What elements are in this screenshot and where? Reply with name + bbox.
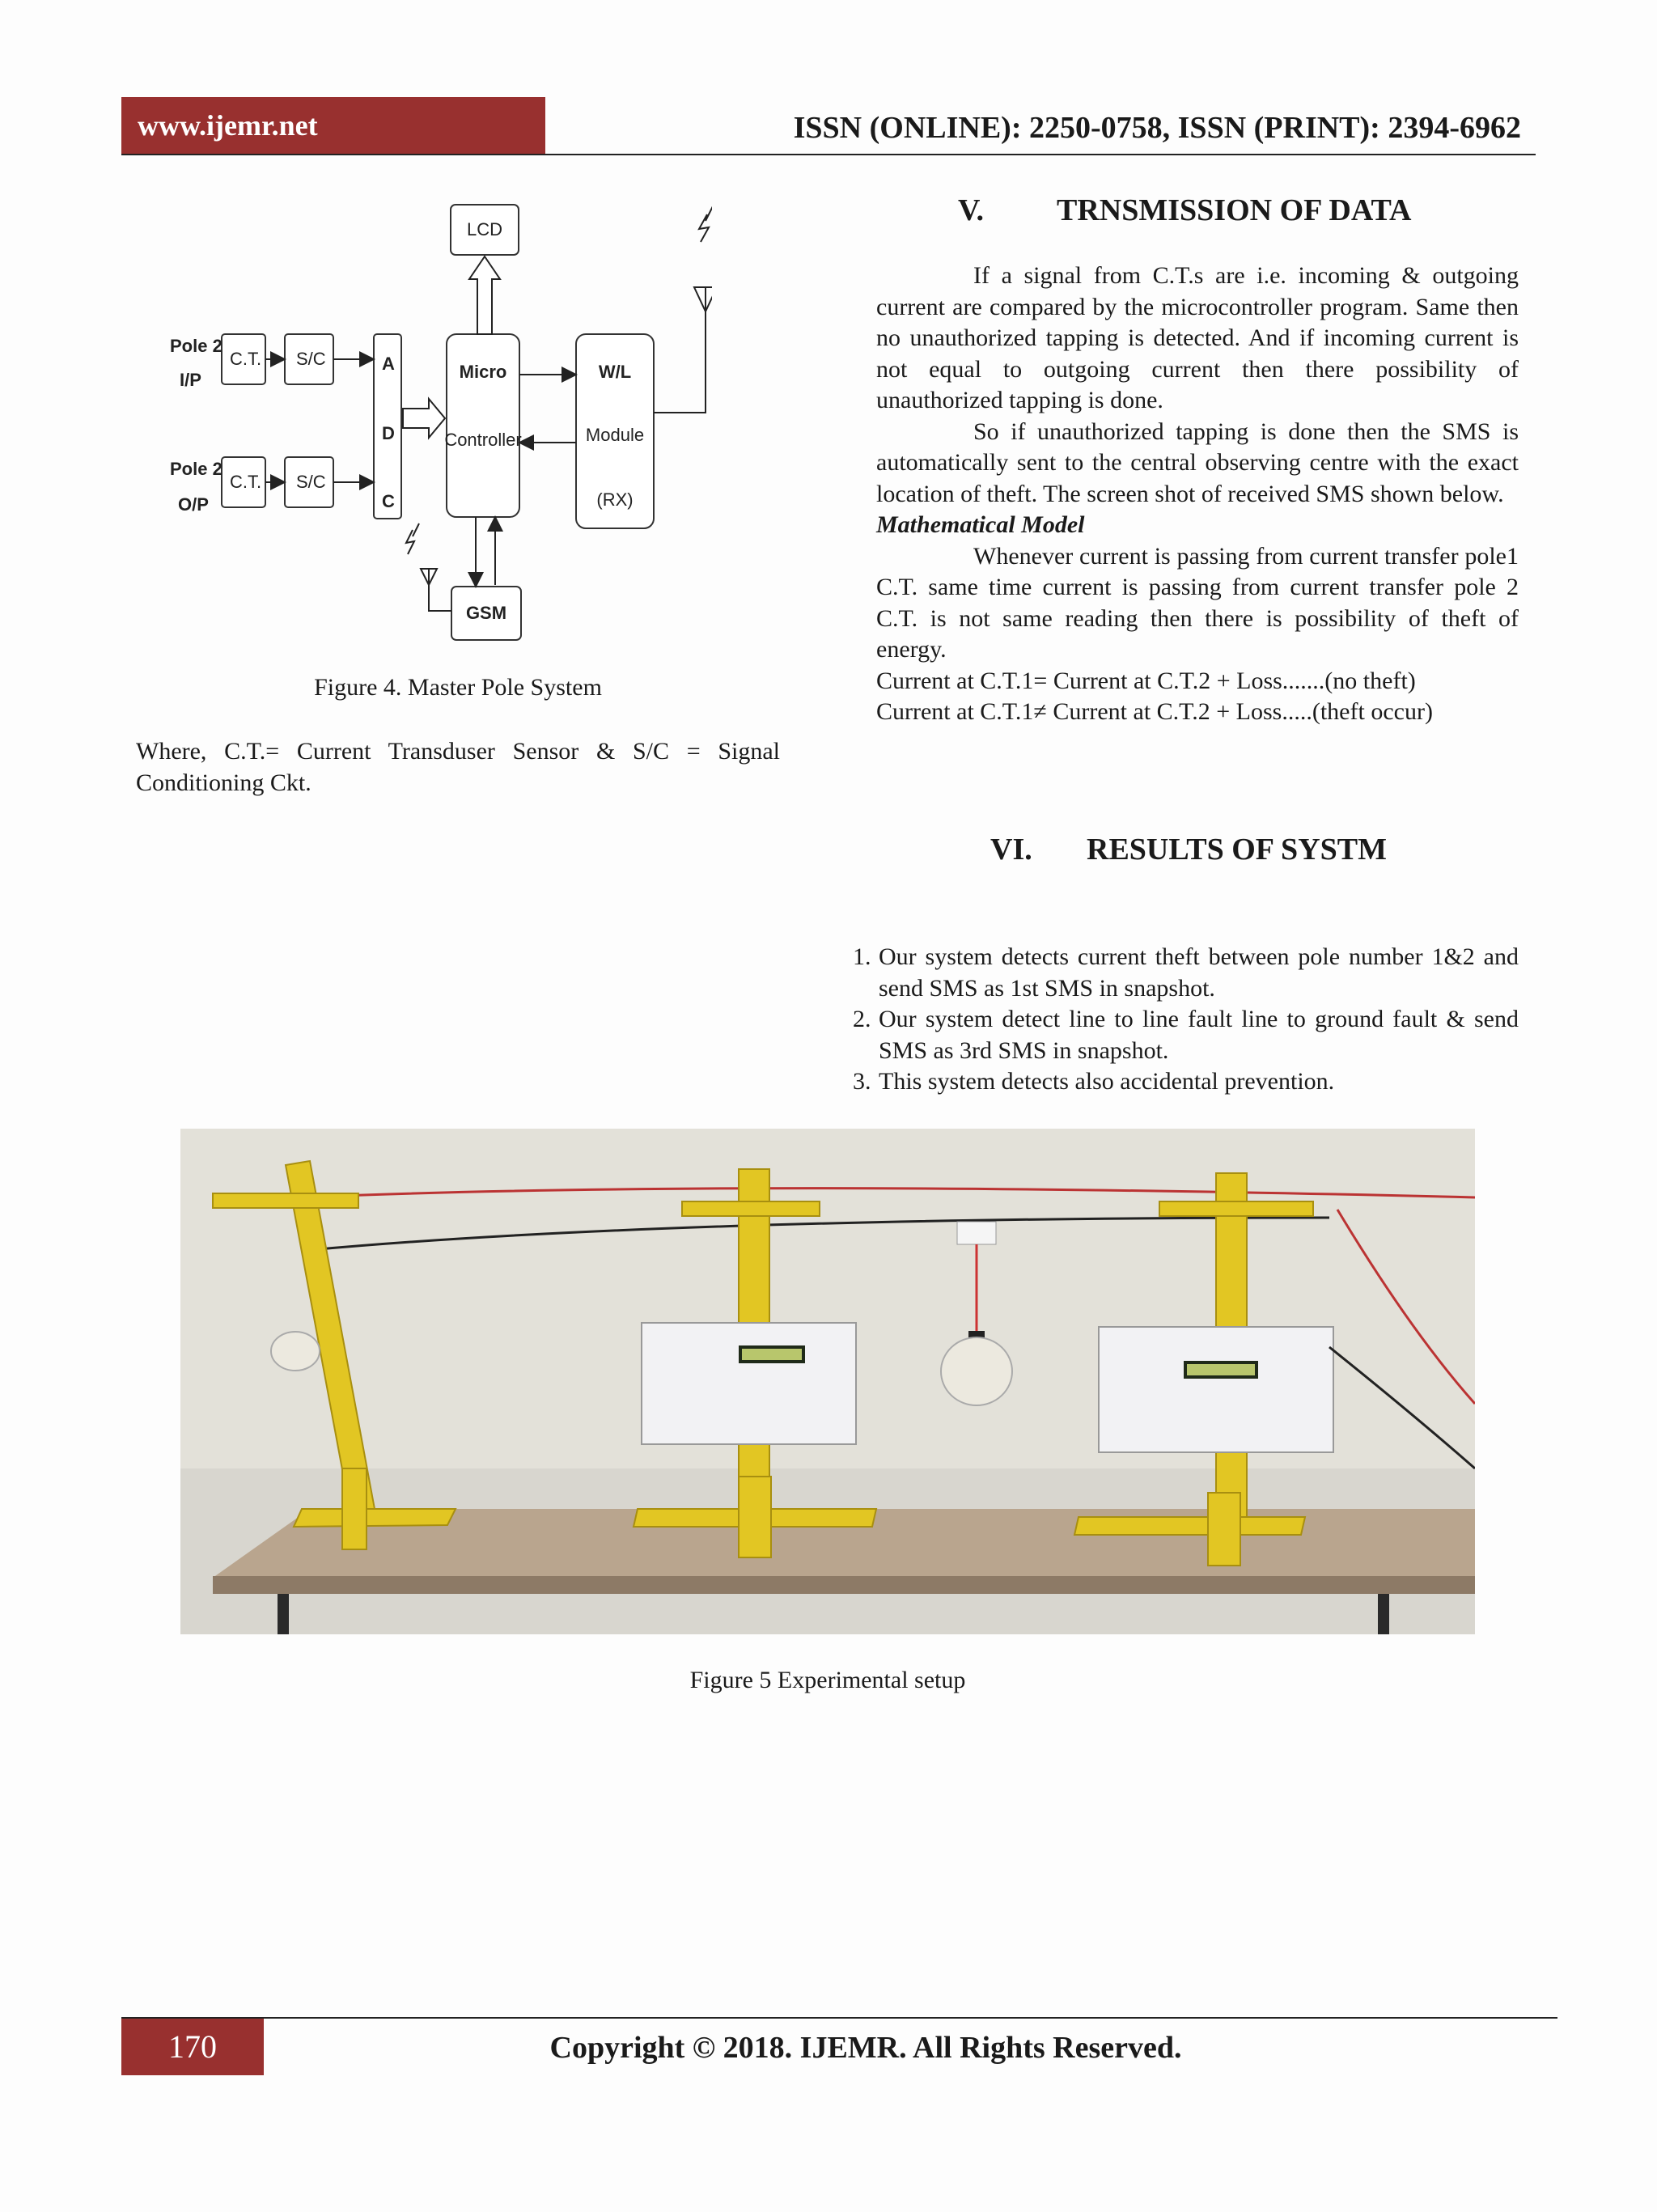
section-6-title: RESULTS OF SYSTM xyxy=(1087,833,1387,867)
ct-label-lower: C.T. xyxy=(230,472,262,492)
section-5-paragraph-1: If a signal from C.T.s are i.e. incoming & outgoing current are compared by the microcontroller program. Same then no unauthorized tapping is detected. And if incoming current is not equal to outgoing current then there possibility of unauthorized tapping is done. xyxy=(876,262,1519,413)
equation-theft: Current at C.T.1≠ Current at C.T.2 + Loss.....(theft occur) xyxy=(876,698,1433,725)
copyright-notice: Copyright © 2018. IJEMR. All Rights Reserved. xyxy=(549,2031,1182,2065)
results-list xyxy=(828,942,1519,1098)
results-list-item: 3. This system detects also accidental prevention. xyxy=(877,1066,1519,1098)
adc-label-d: D xyxy=(382,423,395,443)
figure-5-photo xyxy=(180,1129,1475,1634)
micro-label-2: Controller xyxy=(444,430,522,450)
wl-label-2: Module xyxy=(585,425,645,445)
pole2-op-label-2: O/P xyxy=(178,494,209,515)
header-rule xyxy=(121,154,1536,155)
master-pole-enclosure xyxy=(642,1323,856,1444)
micro-label-1: Micro xyxy=(459,362,507,382)
mathematical-model-subheading: Mathematical Model xyxy=(876,511,1085,538)
page-number: 170 xyxy=(121,2019,264,2075)
ct-label-upper: C.T. xyxy=(230,349,262,369)
results-list-item: 2. Our system detect line to line fault line to ground fault & send SMS as 3rd SMS in snapshot. xyxy=(877,1004,1519,1066)
issn-line: ISSN (ONLINE): 2250-0758, ISSN (PRINT): 2394-6962 xyxy=(793,111,1521,145)
section-5-paragraph-2: So if unauthorized tapping is done then the SMS is automatically sent to the central observing centre with the exact location of theft. The screen shot of received SMS shown below. xyxy=(876,417,1519,507)
section-5-paragraph-3: Whenever current is passing from current transfer pole1 C.T. same time current is passing from current transfer pole 2 C.T. is not same reading then there is possibility of theft of energy. xyxy=(876,542,1519,663)
section-5-title: TRNSMISSION OF DATA xyxy=(1057,193,1412,227)
section-5-number: V. xyxy=(958,193,985,227)
pole2-ip-label-2: I/P xyxy=(180,370,201,390)
pole2-op-label-1: Pole 2 xyxy=(170,459,222,479)
sc-label-lower: S/C xyxy=(296,472,326,492)
lcd-label: LCD xyxy=(466,219,503,239)
adc-label-c: C xyxy=(382,491,395,511)
wl-label-3: (RX) xyxy=(596,489,634,510)
footer-rule xyxy=(121,2017,1557,2019)
gsm-label: GSM xyxy=(465,603,507,623)
results-list-container xyxy=(828,942,1519,1098)
pole2-ip-label-1: Pole 2 xyxy=(170,336,222,356)
equation-no-theft: Current at C.T.1= Current at C.T.2 + Loss.......(no theft) xyxy=(876,667,1416,694)
adc-label-a: A xyxy=(382,354,395,374)
figure-4-caption: Figure 4. Master Pole System xyxy=(314,674,602,701)
journal-site-banner: www.ijemr.net xyxy=(121,97,545,154)
signal-icon-gsm xyxy=(406,523,419,554)
slave-pole-enclosure xyxy=(1099,1327,1333,1452)
figure-4-block-diagram xyxy=(162,190,712,659)
section-5-body xyxy=(876,261,1519,728)
figure-4-note: Where, C.T.= Current Transduser Sensor & S/C = Signal Conditioning Ckt. xyxy=(136,738,780,796)
load-bulb-left xyxy=(271,1332,320,1371)
figure-5-caption: Figure 5 Experimental setup xyxy=(689,1667,966,1693)
signal-icon-wl xyxy=(699,205,712,242)
section-6-number: VI. xyxy=(990,833,1032,867)
wl-label-1: W/L xyxy=(598,362,632,382)
results-list-item: 1. Our system detects current theft between pole number 1&2 and send SMS as 1st SMS in snapshot. xyxy=(877,942,1519,1004)
sc-label-upper: S/C xyxy=(296,349,326,369)
